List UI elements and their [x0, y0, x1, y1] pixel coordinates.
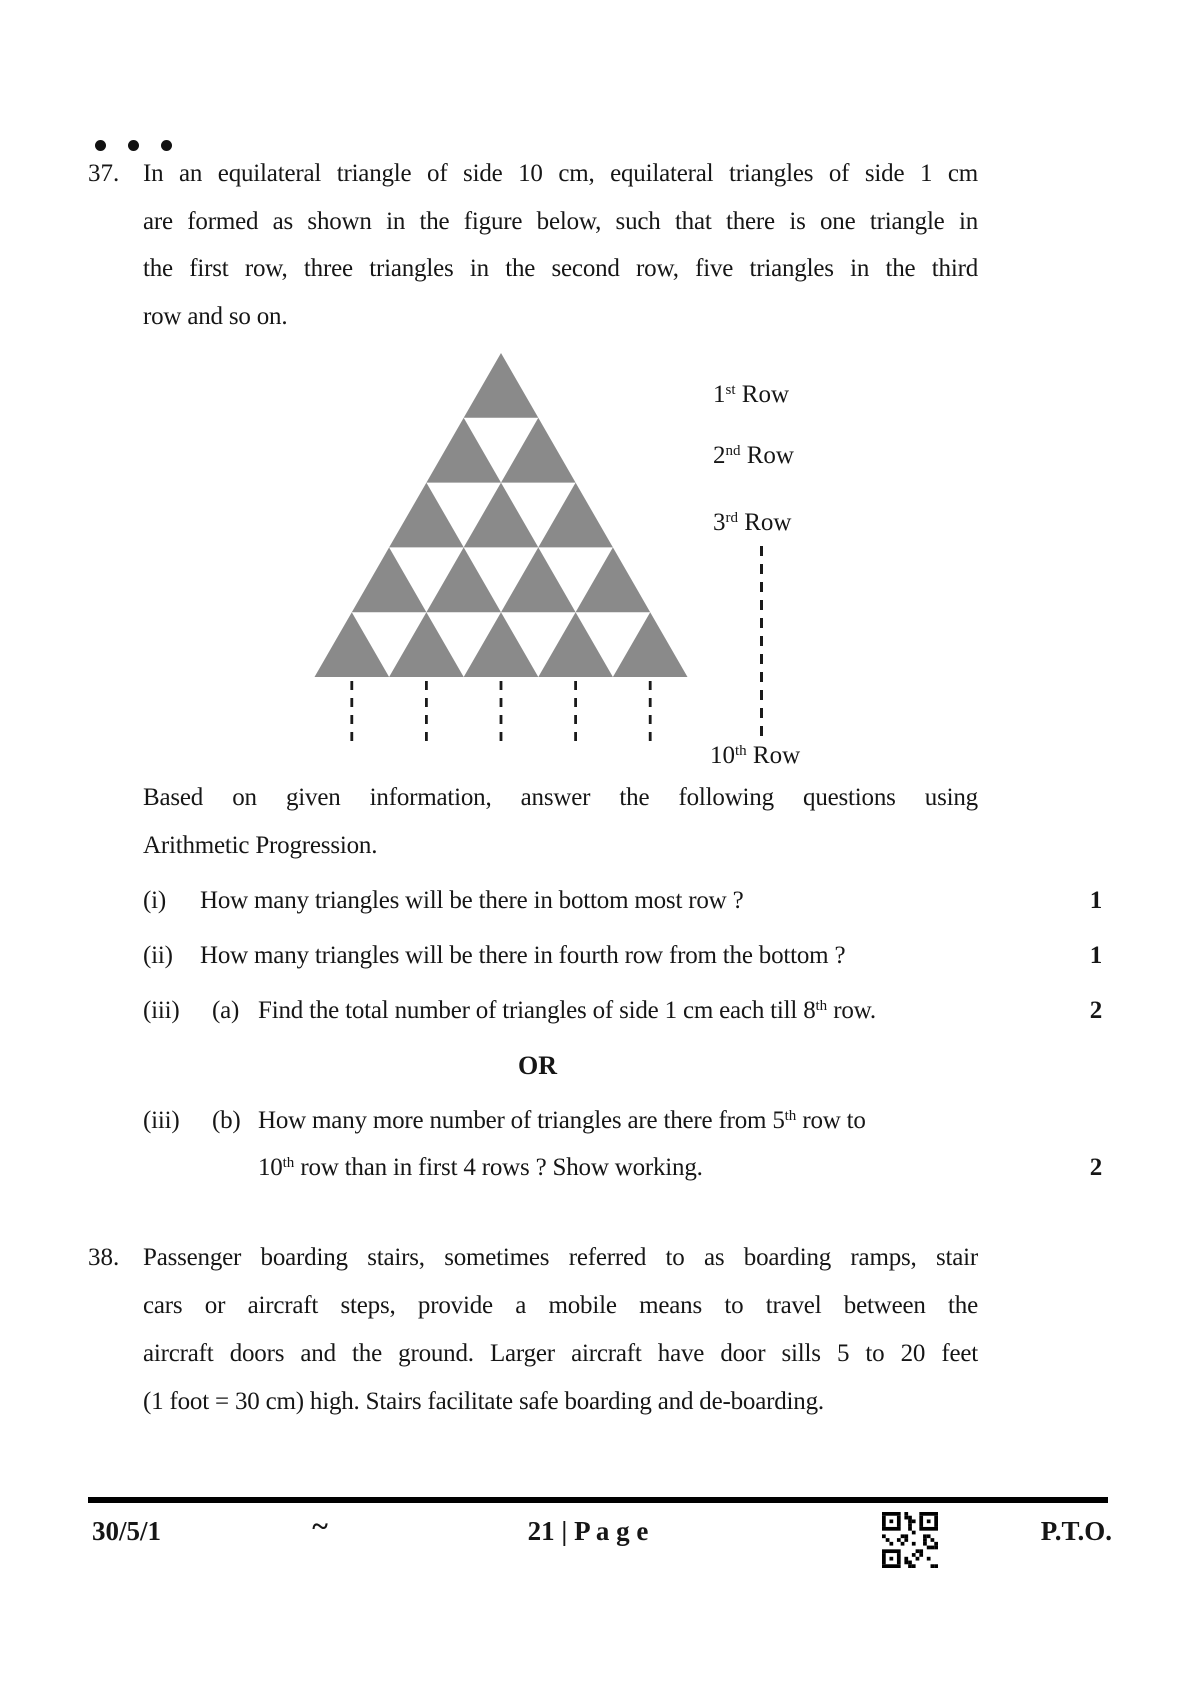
qr-code-icon: [882, 1512, 938, 1568]
part-text: How many triangles will be there in bottom most row ?: [200, 887, 744, 914]
unit-triangle: [389, 612, 464, 677]
tilde-mark: ~: [312, 1510, 328, 1543]
question-38-number: 38.: [88, 1244, 120, 1271]
question-37-part-iii-a: [0, 987, 1190, 1035]
question-37-part-iii-b: [0, 1097, 1190, 1145]
footer-divider: [88, 1497, 1108, 1503]
part-sublabel: (b): [212, 1107, 241, 1134]
paragraph-line: Arithmetic Progression.: [143, 831, 378, 859]
figure-label-2nd-row: 2nd Row: [713, 442, 794, 469]
unit-triangle: [501, 547, 576, 612]
paragraph-line: Based on given information, answer the following questions using: [143, 784, 978, 811]
unit-triangle: [464, 612, 539, 677]
figure-label-1st-row: 1st Row: [713, 381, 789, 408]
part-text: How many triangles will be there in fourth row from the bottom ?: [200, 942, 846, 969]
paragraph-line: Passenger boarding stairs, sometimes referred to as boarding ramps, stair: [143, 1244, 978, 1271]
part-text-line2: 10th row than in first 4 rows ? Show working.: [258, 1154, 703, 1181]
paper-code: 30/5/1: [92, 1516, 162, 1546]
part-label: (iii): [143, 997, 180, 1024]
question-37-intro: [143, 774, 978, 869]
part-sublabel: (a): [212, 997, 240, 1024]
part-label: (i): [143, 887, 166, 914]
unit-triangle: [613, 612, 688, 677]
part-label: (ii): [143, 942, 173, 969]
unit-triangle: [426, 418, 501, 483]
paragraph-line: aircraft doors and the ground. Larger aircraft have door sills 5 to 20 feet: [143, 1340, 978, 1367]
part-text-line1: How many more number of triangles are there from 5th row to: [258, 1107, 866, 1134]
row-ellipsis-dashed-line: [760, 546, 763, 738]
marks-value: 2: [1089, 1154, 1102, 1181]
part-label: (iii): [143, 1107, 180, 1134]
paragraph-line: row and so on.: [143, 302, 288, 330]
part-text: Find the total number of triangles of side 1 cm each till 8th row.: [258, 997, 876, 1024]
question-38-paragraph: [143, 1234, 978, 1426]
unit-triangle: [426, 547, 501, 612]
unit-triangle: [501, 418, 576, 483]
unit-triangle: [352, 547, 427, 612]
unit-triangle: [538, 612, 613, 677]
unit-triangle: [315, 612, 390, 677]
unit-triangle: [576, 547, 651, 612]
marks-value: 2: [1089, 997, 1102, 1024]
paragraph-line: In an equilateral triangle of side 10 cm, equilateral triangles of side 1 cm: [143, 160, 978, 187]
unit-triangle: [464, 483, 539, 548]
paragraph-line: (1 foot = 30 cm) high. Stairs facilitate safe boarding and de-boarding.: [143, 1388, 824, 1415]
figure-label-10th-row: 10th Row: [710, 742, 801, 769]
unit-triangle: [389, 483, 464, 548]
question-37-paragraph: [143, 150, 978, 340]
paragraph-line: cars or aircraft steps, provide a mobile means to travel between the: [143, 1292, 978, 1319]
figure-label-3rd-row: 3rd Row: [713, 509, 792, 536]
paragraph-line: the first row, three triangles in the second row, five triangles in the third: [143, 255, 978, 282]
dot-icon: [128, 140, 139, 151]
marks-value: 1: [1089, 887, 1102, 914]
pto-label: P.T.O.: [1040, 1516, 1112, 1546]
question-37-number: 37.: [88, 160, 120, 187]
question-37-part-i: [0, 877, 1190, 925]
unit-triangle: [538, 483, 613, 548]
page-number-label: 21 | P a g e: [527, 1516, 649, 1546]
unit-triangle: [464, 353, 539, 418]
question-37-part-ii: [0, 932, 1190, 980]
marks-value: 1: [1089, 942, 1102, 969]
or-separator: OR: [518, 1051, 557, 1080]
question-37-part-iii-b-line2: [0, 1144, 1190, 1192]
triangle-rows-figure: [314, 353, 688, 745]
paragraph-line: are formed as shown in the figure below, such that there is one triangle in: [143, 207, 978, 235]
